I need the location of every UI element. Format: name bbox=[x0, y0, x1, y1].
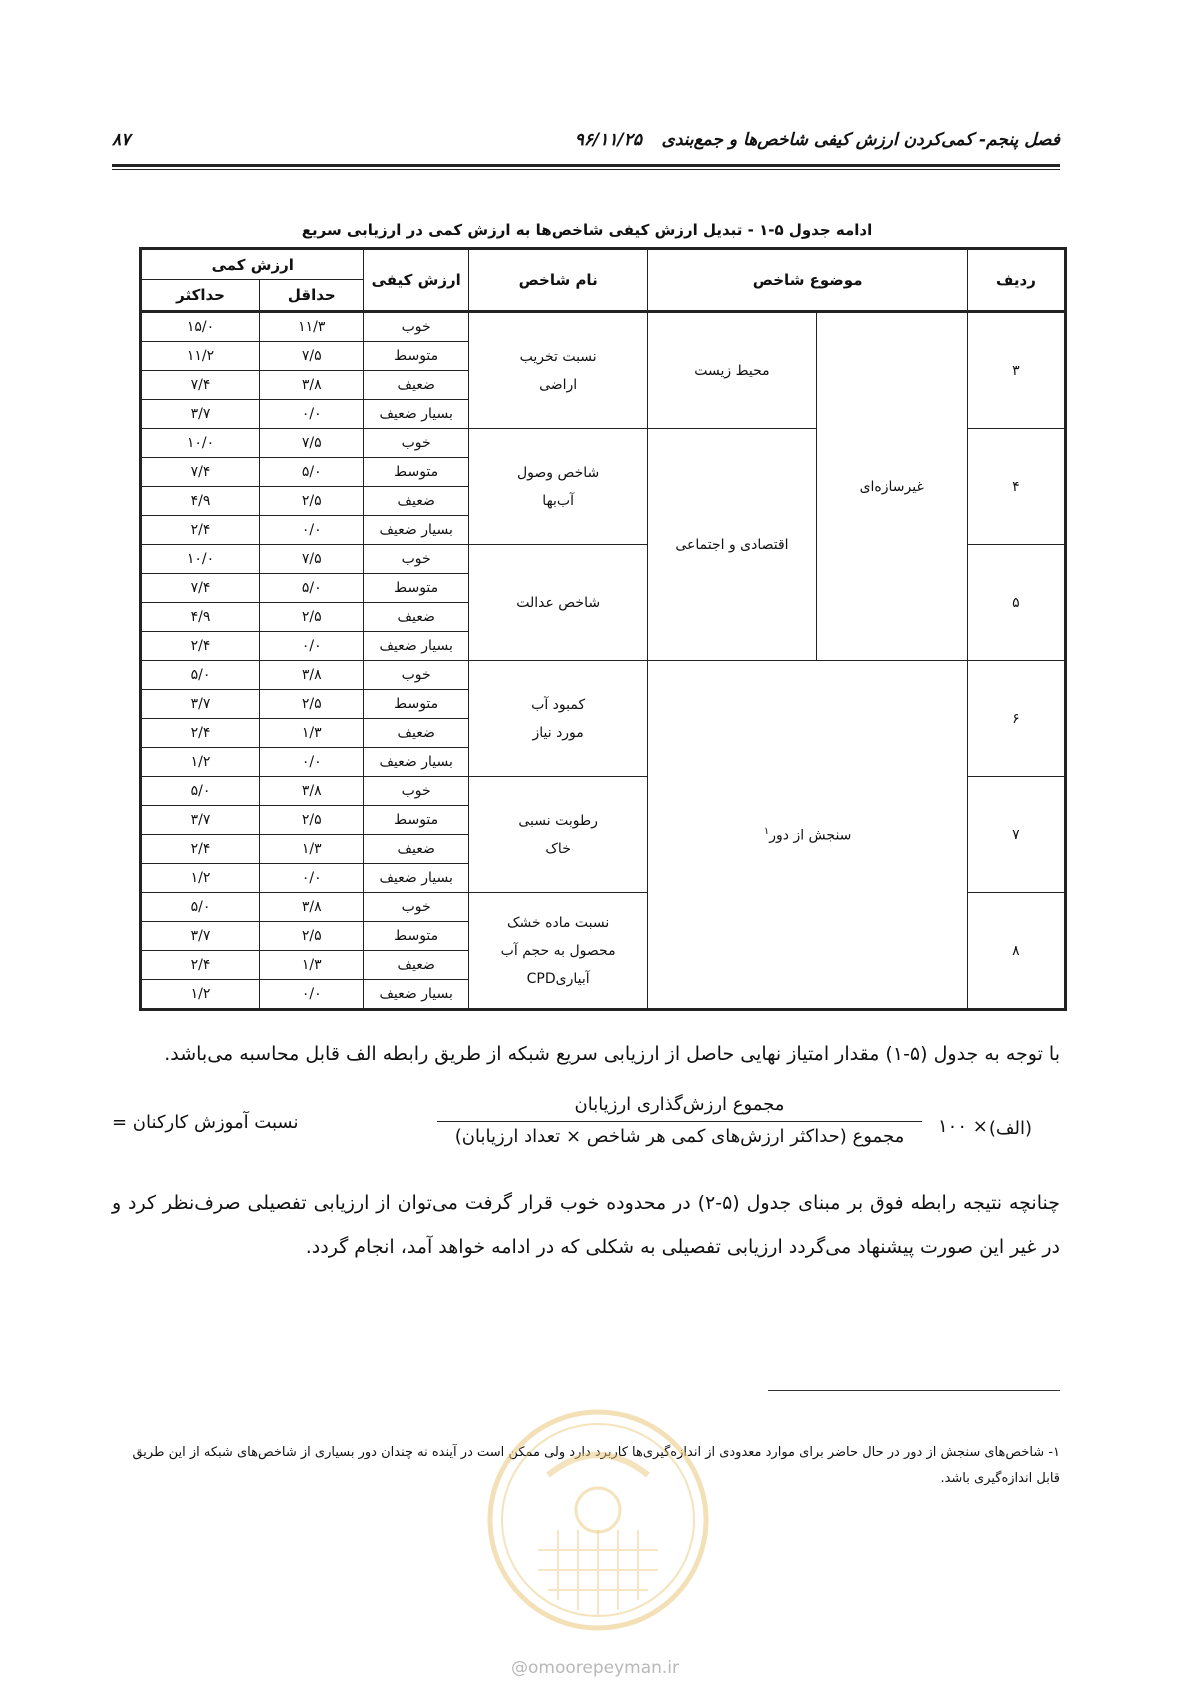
formula-fraction bbox=[437, 1094, 922, 1147]
cell-qual: بسیار ضعیف bbox=[364, 980, 468, 1010]
topic-socioeconomic-cell: اقتصادی و اجتماعی bbox=[648, 429, 816, 661]
cell-max: ۲/۴ bbox=[141, 951, 260, 980]
indicator-name-line: آبیاریCPD bbox=[526, 970, 590, 987]
cell-min: ۰/۰ bbox=[260, 400, 364, 429]
cell-qual: خوب bbox=[364, 893, 468, 922]
cell-max: ۴/۹ bbox=[141, 603, 260, 632]
cell-max: ۲/۴ bbox=[141, 632, 260, 661]
indicator-name-line: اراضی bbox=[539, 376, 578, 393]
row-number-cell: ۸ bbox=[967, 893, 1065, 1010]
cell-max: ۱۰/۰ bbox=[141, 429, 260, 458]
cell-max: ۱/۲ bbox=[141, 980, 260, 1010]
cell-max: ۱۰/۰ bbox=[141, 545, 260, 574]
watermark-seal bbox=[478, 1400, 718, 1640]
indicator-name-line: خاک bbox=[545, 840, 571, 857]
footnote-rule bbox=[768, 1390, 1060, 1391]
cell-min: ۰/۰ bbox=[260, 748, 364, 777]
header-quantitative: ارزش کمی bbox=[141, 249, 364, 280]
cell-max: ۲/۴ bbox=[141, 835, 260, 864]
footnote: ۱- شاخص‌های سنجش از دور در حال حاضر برای موارد معدودی از اندازه‌گیری‌ها کاربرد دارد ولی ممکن است در آینده نه چندان دور بسیاری از شاخص‌های شبکه از این طریق قابل اندازه‌گیری باشد. bbox=[132, 1445, 1060, 1486]
page-header bbox=[112, 130, 1060, 160]
topic-nonstructural-cell: غیرسازه‌ای bbox=[816, 312, 967, 661]
cell-qual: متوسط bbox=[364, 458, 468, 487]
cell-min: ۳/۸ bbox=[260, 777, 364, 806]
cell-min: ۲/۵ bbox=[260, 603, 364, 632]
paragraph-conclusion: چنانچه نتیجه رابطه فوق بر مبنای جدول (۵-۲) در محدوده خوب قرار گرفت می‌توان از ارزیابی تفصیلی صرف‌نظر کرد و در غیر این صورت پیشنهاد می‌گردد ارزیابی تفصیلی به شکلی که در ادامه خواهد آمد، انجام گردد. bbox=[112, 1192, 1060, 1258]
indicator-name-cell bbox=[468, 661, 648, 777]
cell-max: ۳/۷ bbox=[141, 922, 260, 951]
header-row-number: ردیف bbox=[967, 249, 1065, 312]
formula-numerator: مجموع ارزش‌گذاری ارزیابان bbox=[437, 1094, 922, 1122]
indicator-name-cell bbox=[468, 893, 648, 1010]
cell-min: ۱/۳ bbox=[260, 951, 364, 980]
cell-max: ۵/۰ bbox=[141, 893, 260, 922]
formula-denominator: مجموع (حداکثر ارزش‌های کمی هر شاخص × تعداد ارزیابان) bbox=[454, 1126, 905, 1147]
cell-qual: ضعیف bbox=[364, 835, 468, 864]
cell-max: ۱/۲ bbox=[141, 864, 260, 893]
cell-min: ۲/۵ bbox=[260, 487, 364, 516]
cell-min: ۲/۵ bbox=[260, 806, 364, 835]
cell-qual: خوب bbox=[364, 429, 468, 458]
cell-qual: متوسط bbox=[364, 690, 468, 719]
indicator-name-line: نسبت ماده خشک bbox=[507, 914, 610, 931]
cell-min: ۲/۵ bbox=[260, 922, 364, 951]
cell-min: ۱/۳ bbox=[260, 719, 364, 748]
header-max: حداکثر bbox=[141, 280, 260, 312]
formula-multiplier: × ۱۰۰ bbox=[938, 1116, 988, 1137]
indicator-name-line: محصول به حجم آب bbox=[500, 942, 616, 959]
row-number-cell: ۶ bbox=[967, 661, 1065, 777]
cell-qual: متوسط bbox=[364, 806, 468, 835]
cell-qual: بسیار ضعیف bbox=[364, 748, 468, 777]
cell-min: ۰/۰ bbox=[260, 980, 364, 1010]
cell-min: ۵/۰ bbox=[260, 574, 364, 603]
cell-qual: خوب bbox=[364, 545, 468, 574]
cell-qual: خوب bbox=[364, 312, 468, 342]
cell-min: ۰/۰ bbox=[260, 864, 364, 893]
cell-qual: متوسط bbox=[364, 342, 468, 371]
cell-qual: بسیار ضعیف bbox=[364, 400, 468, 429]
cell-qual: بسیار ضعیف bbox=[364, 632, 468, 661]
topic-environment-cell: محیط زیست bbox=[648, 312, 816, 429]
cell-max: ۱۵/۰ bbox=[141, 312, 260, 342]
indicator-name-line: مورد نیاز bbox=[532, 724, 584, 741]
indicator-name-cell bbox=[468, 312, 648, 429]
indicator-name-line: شاخص وصول bbox=[516, 464, 600, 481]
cell-qual: خوب bbox=[364, 661, 468, 690]
indicator-name-cell bbox=[468, 777, 648, 893]
table-row bbox=[141, 312, 1066, 342]
header-date: ۹۶/۱۱/۲۵ bbox=[574, 130, 642, 150]
cell-max: ۳/۷ bbox=[141, 690, 260, 719]
header-indicator-name: نام شاخص bbox=[468, 249, 648, 312]
header-rule-thin bbox=[112, 169, 1060, 170]
cell-min: ۳/۸ bbox=[260, 893, 364, 922]
watermark-text: @omoorepeyman.ir bbox=[510, 1658, 680, 1678]
indicator-name-line: آب‌بها bbox=[542, 492, 574, 509]
row-number-cell: ۴ bbox=[967, 429, 1065, 545]
cell-max: ۳/۷ bbox=[141, 806, 260, 835]
cell-max: ۷/۴ bbox=[141, 458, 260, 487]
cell-min: ۳/۸ bbox=[260, 371, 364, 400]
footnote-marker: ۱ bbox=[763, 825, 770, 837]
cell-max: ۵/۰ bbox=[141, 777, 260, 806]
indicator-name-line: رطوبت نسبی bbox=[518, 812, 598, 829]
indicator-name-line: نسبت تخریب bbox=[519, 348, 597, 365]
cell-qual: ضعیف bbox=[364, 371, 468, 400]
cell-min: ۲/۵ bbox=[260, 690, 364, 719]
cell-max: ۲/۴ bbox=[141, 516, 260, 545]
cell-max: ۵/۰ bbox=[141, 661, 260, 690]
row-number-cell: ۷ bbox=[967, 777, 1065, 893]
cell-qual: متوسط bbox=[364, 922, 468, 951]
row-number-cell: ۵ bbox=[967, 545, 1065, 661]
indicator-name-cell bbox=[468, 429, 648, 545]
cell-qual: خوب bbox=[364, 777, 468, 806]
cell-max: ۱/۲ bbox=[141, 748, 260, 777]
formula-label: (الف) bbox=[988, 1118, 1032, 1139]
cell-min: ۳/۸ bbox=[260, 661, 364, 690]
chapter-title: فصل پنجم- کمی‌کردن ارزش کیفی شاخص‌ها و جمع‌بندی bbox=[661, 130, 1060, 150]
cell-max: ۷/۴ bbox=[141, 574, 260, 603]
cell-qual: ضعیف bbox=[364, 951, 468, 980]
cell-qual: ضعیف bbox=[364, 719, 468, 748]
header-qualitative: ارزش کیفی bbox=[364, 249, 468, 312]
indicator-name-line: شاخص عدالت bbox=[516, 594, 601, 611]
formula-lhs: نسبت آموزش کارکنان = bbox=[112, 1112, 299, 1133]
cell-min: ۷/۵ bbox=[260, 545, 364, 574]
table-row bbox=[141, 661, 1066, 690]
cell-min: ۰/۰ bbox=[260, 632, 364, 661]
cell-min: ۱/۳ bbox=[260, 835, 364, 864]
cell-min: ۷/۵ bbox=[260, 342, 364, 371]
cell-min: ۱۱/۳ bbox=[260, 312, 364, 342]
cell-qual: ضعیف bbox=[364, 603, 468, 632]
conversion-table bbox=[139, 247, 1067, 1011]
table-caption: ادامه جدول ۵-۱ - تبدیل ارزش کیفی شاخص‌ها به ارزش کمی در ارزیابی سریع bbox=[301, 221, 873, 239]
cell-max: ۷/۴ bbox=[141, 371, 260, 400]
cell-qual: بسیار ضعیف bbox=[364, 864, 468, 893]
header-rule bbox=[112, 164, 1060, 167]
header-min: حداقل bbox=[260, 280, 364, 312]
cell-max: ۱۱/۲ bbox=[141, 342, 260, 371]
cell-max: ۴/۹ bbox=[141, 487, 260, 516]
cell-qual: بسیار ضعیف bbox=[364, 516, 468, 545]
cell-qual: متوسط bbox=[364, 574, 468, 603]
topic-remote-sensing-cell bbox=[648, 661, 967, 1010]
cell-max: ۳/۷ bbox=[141, 400, 260, 429]
cell-min: ۵/۰ bbox=[260, 458, 364, 487]
indicator-name-line: کمبود آب bbox=[531, 696, 586, 713]
cell-max: ۲/۴ bbox=[141, 719, 260, 748]
paragraph-intro: با توجه به جدول (۵-۱) مقدار امتیاز نهایی حاصل از ارزیابی سریع شبکه از طریق رابطه الف قابل محاسبه می‌باشد. bbox=[164, 1043, 1060, 1065]
cell-min: ۰/۰ bbox=[260, 516, 364, 545]
formula-a bbox=[112, 1094, 1060, 1164]
header-topic: موضوع شاخص bbox=[648, 249, 967, 312]
topic-remote-label: سنجش از دور bbox=[769, 827, 852, 844]
row-number-cell: ۳ bbox=[967, 312, 1065, 429]
indicator-name-cell bbox=[468, 545, 648, 661]
page-number: ۸۷ bbox=[112, 130, 131, 150]
cell-min: ۷/۵ bbox=[260, 429, 364, 458]
cell-qual: ضعیف bbox=[364, 487, 468, 516]
